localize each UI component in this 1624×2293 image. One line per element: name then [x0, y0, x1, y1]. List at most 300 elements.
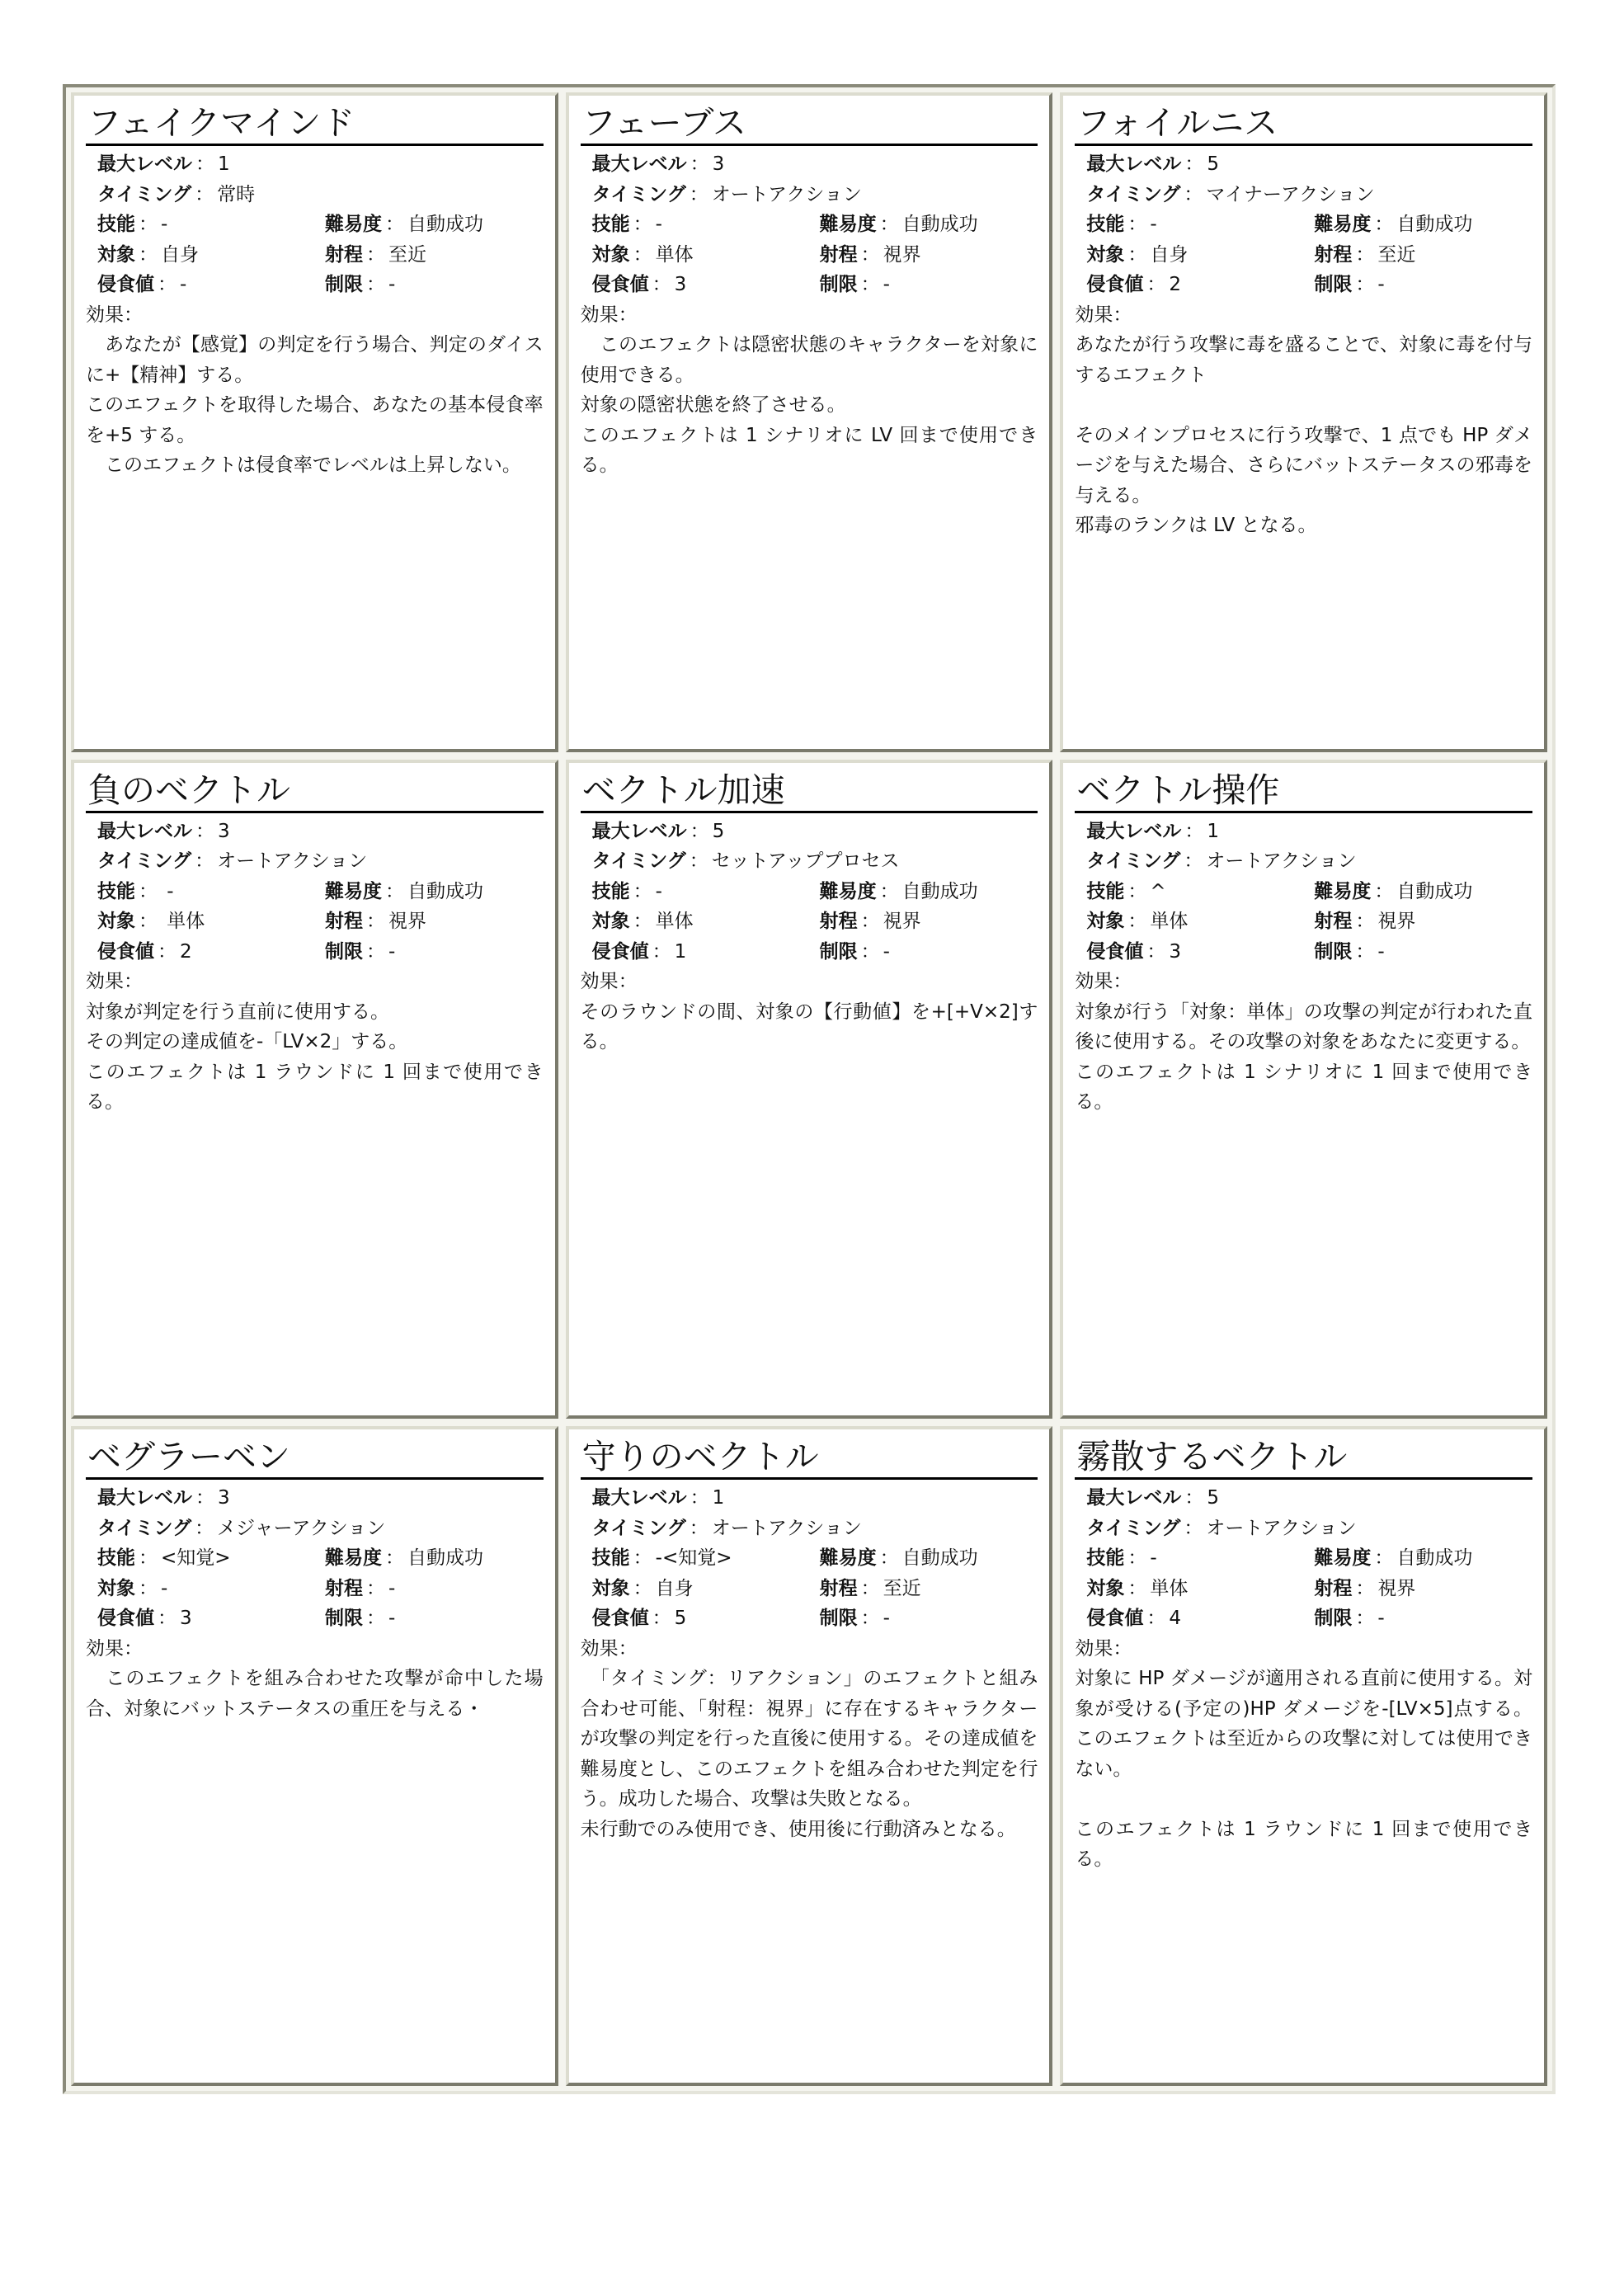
skill-value: -	[161, 214, 168, 235]
range-label: 射程	[819, 243, 858, 266]
effect-text	[581, 1664, 1038, 1844]
effect-name: フォイルニス	[1075, 102, 1532, 146]
colon: ：	[1355, 911, 1375, 933]
timing-row	[592, 1514, 1038, 1544]
effect-paragraph	[1075, 390, 1532, 421]
skill-row	[97, 1543, 544, 1574]
limit-value: -	[388, 940, 396, 963]
colon: ：	[1127, 1577, 1147, 1599]
colon: ：	[124, 304, 143, 326]
colon: ：	[1127, 214, 1147, 235]
colon: ：	[139, 243, 158, 266]
max-level-label: 最大レベル	[97, 153, 192, 175]
timing-label: タイミング	[1086, 183, 1181, 205]
timing-label: タイミング	[1086, 850, 1181, 873]
target-cell	[1086, 1574, 1314, 1604]
range-label: 射程	[819, 1577, 858, 1599]
colon: ：	[385, 880, 404, 902]
effect-text	[86, 1664, 544, 1724]
difficulty-value: 自動成功	[901, 1547, 978, 1570]
colon: ：	[618, 304, 638, 326]
colon: ：	[1184, 1517, 1203, 1539]
colon: ：	[1355, 940, 1375, 963]
skill-row	[97, 877, 544, 907]
effect-stats	[86, 1483, 544, 1634]
difficulty-value: 自動成功	[1396, 214, 1473, 235]
erosion-cell	[1086, 270, 1314, 300]
colon: ：	[690, 1487, 709, 1509]
colon: ：	[652, 1608, 671, 1630]
skill-cell	[1086, 210, 1314, 240]
target-label: 対象	[591, 1577, 630, 1599]
effect-heading	[581, 967, 1038, 997]
effect-label: 効果	[580, 971, 619, 993]
skill-label: 技能	[97, 880, 135, 902]
colon: ：	[1184, 850, 1203, 873]
colon: ：	[1113, 304, 1132, 326]
effect-card-8	[566, 1426, 1053, 2086]
timing-value: オートアクション	[711, 1517, 862, 1539]
skill-cell	[1086, 1543, 1314, 1574]
skill-label: 技能	[591, 880, 630, 902]
limit-value: -	[883, 274, 890, 295]
target-cell	[1086, 906, 1314, 937]
target-value: 自身	[1150, 243, 1189, 266]
effect-name: フェイクマインド	[86, 102, 544, 146]
effect-label: 効果	[86, 971, 124, 993]
max-level-row	[97, 1483, 544, 1514]
colon: ：	[879, 880, 899, 902]
limit-value: -	[883, 940, 890, 963]
effect-text	[1075, 330, 1532, 541]
skill-label: 技能	[591, 214, 630, 235]
target-cell	[1086, 240, 1314, 271]
range-value: 至近	[388, 243, 426, 266]
limit-label: 制限	[325, 1608, 363, 1630]
target-value: 単体	[655, 911, 694, 933]
colon: ：	[366, 940, 385, 963]
range-label: 射程	[325, 911, 363, 933]
effect-paragraph: 対象が行う「対象：単体」の攻撃の判定が行われた直後に使用する。その攻撃の対象をあなたに変更する。	[1075, 1001, 1532, 1053]
colon: ：	[1184, 183, 1203, 205]
effect-paragraph: 未行動でのみ使用でき、使用後に行動済みとなる。	[580, 1818, 1016, 1840]
difficulty-label: 難易度	[1314, 880, 1372, 902]
target-cell	[97, 1574, 325, 1604]
colon: ：	[124, 971, 143, 993]
skill-value: -	[655, 214, 662, 235]
effect-paragraph: このエフェクトは 1 ラウンドに 1 回まで使用できる。	[86, 1061, 544, 1114]
timing-label: タイミング	[1086, 1517, 1181, 1539]
erosion-cell	[97, 1603, 325, 1634]
skill-row	[1086, 1543, 1532, 1574]
max-level-label: 最大レベル	[591, 820, 687, 842]
skill-value: -	[1150, 214, 1157, 235]
range-label: 射程	[1314, 911, 1353, 933]
timing-row	[1086, 846, 1532, 877]
target-label: 対象	[1086, 1577, 1125, 1599]
difficulty-label: 難易度	[325, 214, 382, 235]
effect-heading	[1075, 1634, 1532, 1664]
max-level-value: 3	[218, 820, 230, 842]
range-value: -	[388, 1577, 396, 1599]
colon: ：	[1184, 1487, 1204, 1509]
effect-paragraph: このエフェクトは侵食率でレベルは上昇しない。	[86, 454, 521, 476]
colon: ：	[618, 1637, 638, 1660]
colon: ：	[1355, 243, 1375, 266]
colon: ：	[366, 911, 385, 933]
max-level-value: 5	[1207, 1487, 1219, 1509]
effect-label: 効果	[1075, 971, 1113, 993]
range-value: 視界	[388, 911, 426, 933]
range-value: 視界	[1377, 911, 1416, 933]
effect-paragraph: このエフェクトは隠密状態のキャラクターを対象に使用できる。	[580, 334, 1038, 386]
timing-label: タイミング	[591, 183, 686, 205]
effect-text	[1075, 1664, 1532, 1875]
effect-heading	[86, 967, 544, 997]
timing-row	[97, 846, 544, 877]
skill-value: -	[1150, 1547, 1157, 1570]
colon: ：	[366, 274, 385, 295]
max-level-value: 1	[1207, 820, 1219, 842]
target-cell	[592, 906, 820, 937]
max-level-label: 最大レベル	[1086, 153, 1182, 175]
skill-label: 技能	[97, 1547, 135, 1570]
max-level-value: 3	[712, 153, 725, 175]
target-row	[592, 906, 1038, 937]
timing-value: マイナーアクション	[1206, 183, 1375, 205]
target-row	[97, 240, 544, 271]
limit-value: -	[883, 1608, 890, 1630]
range-value: 至近	[1377, 243, 1416, 266]
erosion-label: 侵食値	[591, 940, 649, 963]
timing-row	[592, 846, 1038, 877]
colon: ：	[860, 274, 880, 295]
difficulty-label: 難易度	[819, 880, 877, 902]
effect-paragraph: このエフェクトを取得した場合、あなたの基本侵食率を+5 する。	[86, 394, 544, 446]
skill-cell	[1086, 877, 1314, 907]
target-label: 対象	[1086, 243, 1125, 266]
colon: ：	[385, 1547, 404, 1570]
colon: ：	[1127, 911, 1147, 933]
colon: ：	[1127, 880, 1147, 902]
difficulty-label: 難易度	[325, 1547, 382, 1570]
skill-value: -<知覚>	[655, 1547, 732, 1570]
erosion-row	[592, 937, 1038, 968]
colon: ：	[195, 850, 214, 873]
erosion-value: -	[180, 274, 187, 295]
erosion-value: 3	[180, 1608, 192, 1630]
target-label: 対象	[591, 911, 630, 933]
max-level-label: 最大レベル	[97, 1487, 192, 1509]
erosion-row	[1086, 937, 1532, 968]
skill-cell	[97, 1543, 325, 1574]
colon: ：	[195, 820, 214, 842]
effect-text	[86, 330, 544, 481]
target-label: 対象	[97, 1577, 135, 1599]
erosion-row	[97, 1603, 544, 1634]
timing-label: タイミング	[591, 1517, 686, 1539]
erosion-cell	[97, 937, 325, 968]
effect-card-4	[71, 760, 558, 1420]
difficulty-value: 自動成功	[407, 1547, 483, 1570]
effect-label: 効果	[580, 304, 619, 326]
colon: ：	[366, 1608, 385, 1630]
target-label: 対象	[97, 243, 135, 266]
target-value: 単体	[1150, 911, 1189, 933]
limit-value: -	[1377, 1608, 1385, 1630]
erosion-row	[97, 937, 544, 968]
difficulty-label: 難易度	[1314, 1547, 1372, 1570]
effect-heading	[86, 1634, 544, 1664]
erosion-row	[592, 1603, 1038, 1634]
target-value: 自身	[161, 243, 199, 266]
range-value: 視界	[1377, 1577, 1416, 1599]
timing-label: タイミング	[591, 850, 686, 873]
target-row	[1086, 240, 1532, 271]
erosion-value: 2	[1169, 274, 1181, 295]
colon: ：	[1355, 1608, 1375, 1630]
difficulty-label: 難易度	[325, 880, 382, 902]
effect-heading	[581, 1634, 1038, 1664]
effect-paragraph: このエフェクトを組み合わせた攻撃が命中した場合、対象にバットステータスの重圧を与える・	[86, 1668, 544, 1720]
max-level-row	[592, 1483, 1038, 1514]
max-level-label: 最大レベル	[591, 1487, 687, 1509]
timing-row	[97, 180, 544, 210]
difficulty-value: 自動成功	[901, 880, 978, 902]
colon: ：	[689, 183, 708, 205]
colon: ：	[158, 274, 177, 295]
timing-value: 常時	[217, 183, 256, 205]
effect-paragraph: このエフェクトは 1 シナリオに LV 回まで使用できる。	[580, 424, 1038, 476]
skill-label: 技能	[1086, 214, 1125, 235]
erosion-label: 侵食値	[1086, 1608, 1144, 1630]
effect-label: 効果	[86, 304, 124, 326]
colon: ：	[690, 820, 709, 842]
colon: ：	[689, 850, 708, 873]
skill-row	[1086, 210, 1532, 240]
target-row	[592, 1574, 1038, 1604]
effect-card-7	[71, 1426, 558, 2086]
effect-label: 効果	[1075, 304, 1113, 326]
skill-row	[592, 210, 1038, 240]
effect-name: 負のベクトル	[86, 770, 544, 813]
skill-cell	[97, 210, 325, 240]
effect-name: 守りのベクトル	[581, 1436, 1038, 1480]
colon: ：	[195, 1517, 214, 1539]
effect-paragraph: このエフェクトは 1 シナリオに 1 回まで使用できる。	[1075, 1061, 1532, 1114]
range-label: 射程	[819, 911, 858, 933]
target-row	[592, 240, 1038, 271]
erosion-label: 侵食値	[1086, 940, 1144, 963]
colon: ：	[860, 911, 880, 933]
timing-value: オートアクション	[1206, 1517, 1357, 1539]
timing-row	[592, 180, 1038, 210]
erosion-row	[97, 270, 544, 300]
colon: ：	[158, 940, 177, 963]
effect-stats	[1075, 149, 1532, 300]
target-value: 単体	[655, 243, 694, 266]
difficulty-value: 自動成功	[407, 880, 483, 902]
range-value: 視界	[883, 243, 921, 266]
timing-row	[1086, 180, 1532, 210]
colon: ：	[124, 1637, 143, 1660]
colon: ：	[633, 214, 652, 235]
colon: ：	[139, 214, 158, 235]
skill-row	[592, 1543, 1038, 1574]
max-level-row	[1086, 817, 1532, 847]
effect-card-3	[1060, 92, 1547, 752]
effect-paragraph: その判定の達成値を-「LV×2」する。	[86, 1031, 408, 1053]
colon: ：	[1184, 153, 1204, 175]
skill-row	[592, 877, 1038, 907]
max-level-label: 最大レベル	[1086, 820, 1182, 842]
colon: ：	[139, 880, 158, 902]
difficulty-value: 自動成功	[1396, 1547, 1473, 1570]
effect-text	[86, 997, 544, 1118]
max-level-value: 1	[218, 153, 230, 175]
effect-paragraph	[1075, 1784, 1532, 1815]
erosion-value: 2	[180, 940, 192, 963]
timing-row	[1086, 1514, 1532, 1544]
max-level-row	[592, 149, 1038, 180]
effect-text	[581, 997, 1038, 1057]
colon: ：	[879, 214, 899, 235]
difficulty-label: 難易度	[819, 214, 877, 235]
effect-paragraph: 対象が判定を行う直前に使用する。	[86, 1001, 389, 1023]
difficulty-value: 自動成功	[901, 214, 978, 235]
effect-paragraph: このエフェクトは 1 ラウンドに 1 回まで使用できる。	[1075, 1818, 1532, 1871]
effect-stats	[86, 149, 544, 300]
skill-cell	[592, 1543, 820, 1574]
erosion-label: 侵食値	[97, 274, 154, 295]
target-value: 自身	[655, 1577, 694, 1599]
difficulty-value: 自動成功	[1396, 880, 1473, 902]
target-row	[1086, 1574, 1532, 1604]
max-level-row	[592, 817, 1038, 847]
range-value: 視界	[883, 911, 921, 933]
skill-label: 技能	[1086, 1547, 1125, 1570]
effect-stats	[581, 817, 1038, 968]
colon: ：	[195, 183, 214, 205]
range-label: 射程	[1314, 243, 1353, 266]
max-level-value: 5	[1207, 153, 1219, 175]
erosion-row	[1086, 270, 1532, 300]
max-level-row	[97, 817, 544, 847]
limit-value: -	[388, 1608, 396, 1630]
effect-text	[581, 330, 1038, 481]
target-value: 単体	[1150, 1577, 1189, 1599]
limit-label: 制限	[819, 274, 858, 295]
colon: ：	[652, 940, 671, 963]
effect-stats	[86, 817, 544, 968]
erosion-label: 侵食値	[97, 940, 154, 963]
erosion-value: 5	[674, 1608, 687, 1630]
target-cell	[97, 906, 325, 937]
skill-label: 技能	[591, 1547, 630, 1570]
skill-row	[1086, 877, 1532, 907]
effect-label: 効果	[580, 1637, 619, 1660]
erosion-row	[1086, 1603, 1532, 1634]
range-label: 射程	[325, 243, 363, 266]
effect-heading	[581, 300, 1038, 331]
effect-paragraph: そのラウンドの間、対象の【行動値】を+[+V×2]する。	[580, 1001, 1038, 1053]
target-cell	[592, 1574, 820, 1604]
skill-cell	[592, 210, 820, 240]
effect-paragraph: 対象の隠密状態を終了させる。	[580, 394, 846, 416]
timing-value: オートアクション	[711, 183, 862, 205]
target-cell	[592, 240, 820, 271]
colon: ：	[633, 911, 652, 933]
effect-stats	[1075, 1483, 1532, 1634]
effect-name: ベグラーベン	[86, 1436, 544, 1480]
colon: ：	[860, 940, 880, 963]
effect-card-5	[566, 760, 1053, 1420]
effect-name: 霧散するベクトル	[1075, 1436, 1532, 1480]
colon: ：	[689, 1517, 708, 1539]
target-value: 単体	[161, 911, 205, 933]
erosion-value: 4	[1169, 1608, 1181, 1630]
limit-label: 制限	[819, 940, 858, 963]
skill-cell	[592, 877, 820, 907]
effect-paragraph: あなたが行う攻撃に毒を盛ることで、対象に毒を付与するエフェクト	[1075, 334, 1532, 386]
colon: ：	[139, 1577, 158, 1599]
colon: ：	[860, 243, 880, 266]
erosion-value: 3	[1169, 940, 1181, 963]
colon: ：	[139, 911, 158, 933]
effect-paragraph: 「タイミング：リアクション」のエフェクトと組み合わせ可能、「射程：視界」に存在するキャラクターが攻撃の判定を行った直後に使用する。その達成値を難易度とし、このエフェクトを組み合わせた判定を行う。成功した場合、攻撃は失敗となる。	[580, 1668, 1038, 1810]
difficulty-label: 難易度	[1314, 214, 1372, 235]
timing-value: オートアクション	[1206, 850, 1357, 873]
erosion-cell	[97, 270, 325, 300]
limit-value: -	[388, 274, 396, 295]
timing-value: セットアッププロセス	[711, 850, 900, 873]
erosion-label: 侵食値	[1086, 274, 1144, 295]
colon: ：	[1146, 940, 1166, 963]
limit-label: 制限	[819, 1608, 858, 1630]
colon: ：	[633, 880, 652, 902]
target-row	[97, 906, 544, 937]
skill-value: <知覚>	[161, 1547, 231, 1570]
erosion-cell	[1086, 1603, 1314, 1634]
skill-value: ^	[1150, 880, 1166, 902]
colon: ：	[1355, 1577, 1375, 1599]
colon: ：	[195, 153, 214, 175]
effect-heading	[1075, 300, 1532, 331]
effect-card-1	[71, 92, 558, 752]
effect-stats	[581, 149, 1038, 300]
limit-value: -	[1377, 940, 1385, 963]
effect-stats	[581, 1483, 1038, 1634]
colon: ：	[1184, 820, 1204, 842]
effect-name: ベクトル操作	[1075, 770, 1532, 813]
effect-text	[1075, 997, 1532, 1118]
colon: ：	[385, 214, 404, 235]
card-grid	[71, 92, 1547, 2086]
colon: ：	[1374, 214, 1394, 235]
erosion-row	[592, 270, 1038, 300]
skill-label: 技能	[1086, 880, 1125, 902]
limit-label: 制限	[325, 274, 363, 295]
target-row	[1086, 906, 1532, 937]
range-label: 射程	[1314, 1577, 1353, 1599]
target-label: 対象	[97, 911, 135, 933]
effect-paragraph: そのメインプロセスに行う攻撃で、1 点でも HP ダメージを与えた場合、さらにバットステータスの邪毒を与える。	[1075, 424, 1532, 506]
effect-name: フェーブス	[581, 102, 1038, 146]
timing-label: タイミング	[97, 850, 192, 873]
limit-label: 制限	[1314, 940, 1353, 963]
colon: ：	[158, 1608, 177, 1630]
limit-value: -	[1377, 274, 1385, 295]
